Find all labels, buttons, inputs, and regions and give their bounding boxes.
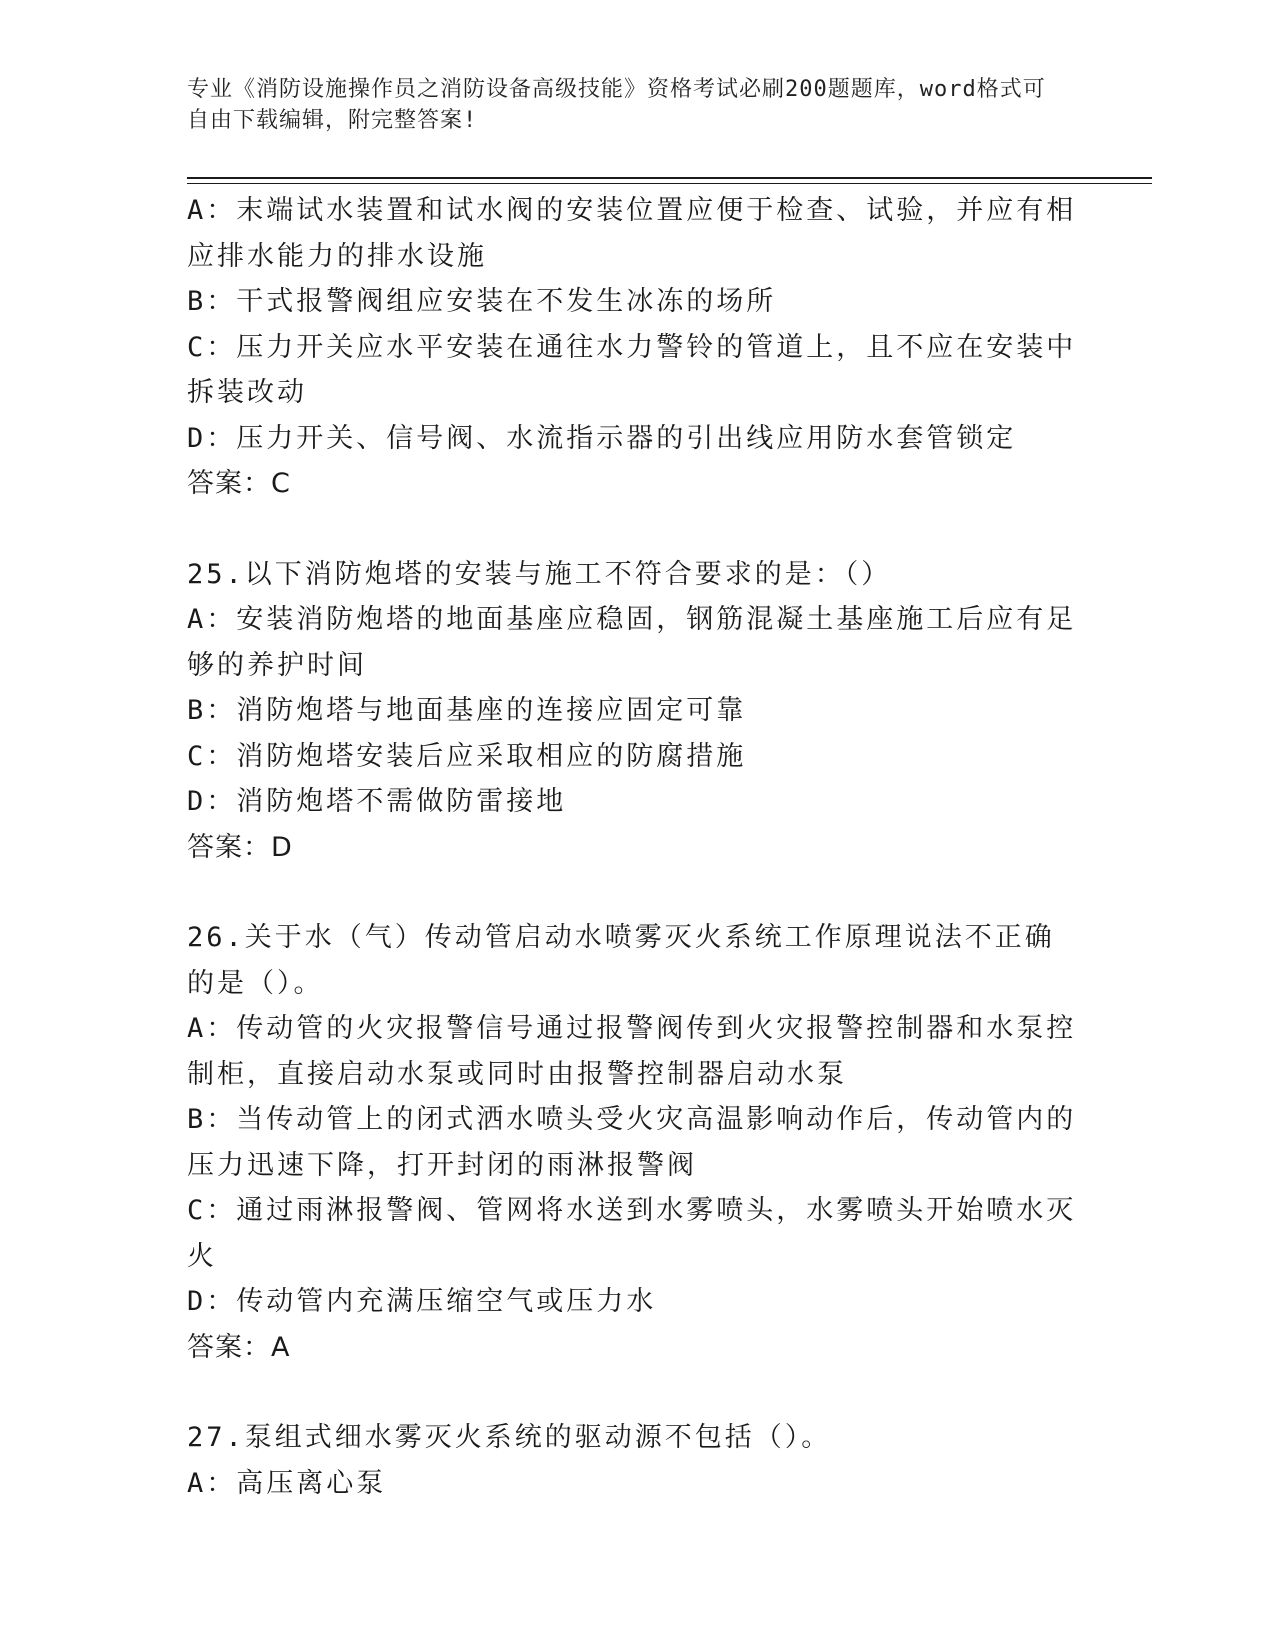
option-d: D：消防炮塔不需做防雷接地 [187, 786, 567, 817]
block-spacer [187, 870, 1077, 915]
option-a: A：高压离心泵 [187, 1467, 387, 1499]
option-c: C：消防炮塔安装后应采取相应的防腐措施 [187, 740, 747, 772]
answer-line: 答案：C [187, 468, 291, 499]
option-c: C：通过雨淋报警阀、管网将水送到水雾喷头，水雾喷头开始喷水灭火 [187, 1195, 1077, 1272]
option-d: D：传动管内充满压缩空气或压力水 [187, 1286, 657, 1317]
option-b: B：当传动管上的闭式洒水喷头受火灾高温影响动作后，传动管内的压力迅速下降，打开封闭的雨淋报警阀 [187, 1104, 1077, 1181]
option-c: C：压力开关应水平安装在通往水力警铃的管道上，且不应在安装中拆装改动 [187, 331, 1077, 408]
question-block [187, 188, 1077, 507]
option-a: A：安装消防炮塔的地面基座应稳固，钢筋混凝土基座施工后应有足够的养护时间 [187, 604, 1077, 681]
question-text: 25.以下消防炮塔的安装与施工不符合要求的是：（） [187, 558, 892, 590]
question-block [187, 915, 1077, 1370]
question-text: 27.泵组式细水雾灭火系统的驱动源不包括（）。 [187, 1422, 832, 1453]
question-block [187, 552, 1077, 871]
option-a: A：末端试水装置和试水阀的安装位置应便于检查、试验，并应有相应排水能力的排水设施 [187, 195, 1077, 272]
header-divider-thin [187, 183, 1152, 184]
question-list [187, 188, 1077, 1506]
block-spacer [187, 507, 1077, 552]
option-a: A：传动管的火灾报警信号通过报警阀传到火灾报警控制器和水泵控制柜，直接启动水泵或同时由报警控制器启动水泵 [187, 1013, 1077, 1090]
block-spacer [187, 1370, 1077, 1415]
header-divider-thick [187, 177, 1152, 179]
question-text: 26.关于水（气）传动管启动水喷雾灭火系统工作原理说法不正确的是（）。 [187, 922, 1055, 999]
option-d: D：压力开关、信号阀、水流指示器的引出线应用防水套管锁定 [187, 422, 1017, 454]
question-block [187, 1415, 1077, 1506]
document-header: 专业《消防设施操作员之消防设备高级技能》资格考试必刷200题题库，word格式可自由下载编辑，附完整答案! [187, 77, 1046, 133]
option-b: B：消防炮塔与地面基座的连接应固定可靠 [187, 695, 747, 726]
answer-line: 答案：A [187, 1331, 291, 1363]
answer-line: 答案：D [187, 831, 293, 863]
option-b: B：干式报警阀组应安装在不发生冰冻的场所 [187, 286, 777, 317]
